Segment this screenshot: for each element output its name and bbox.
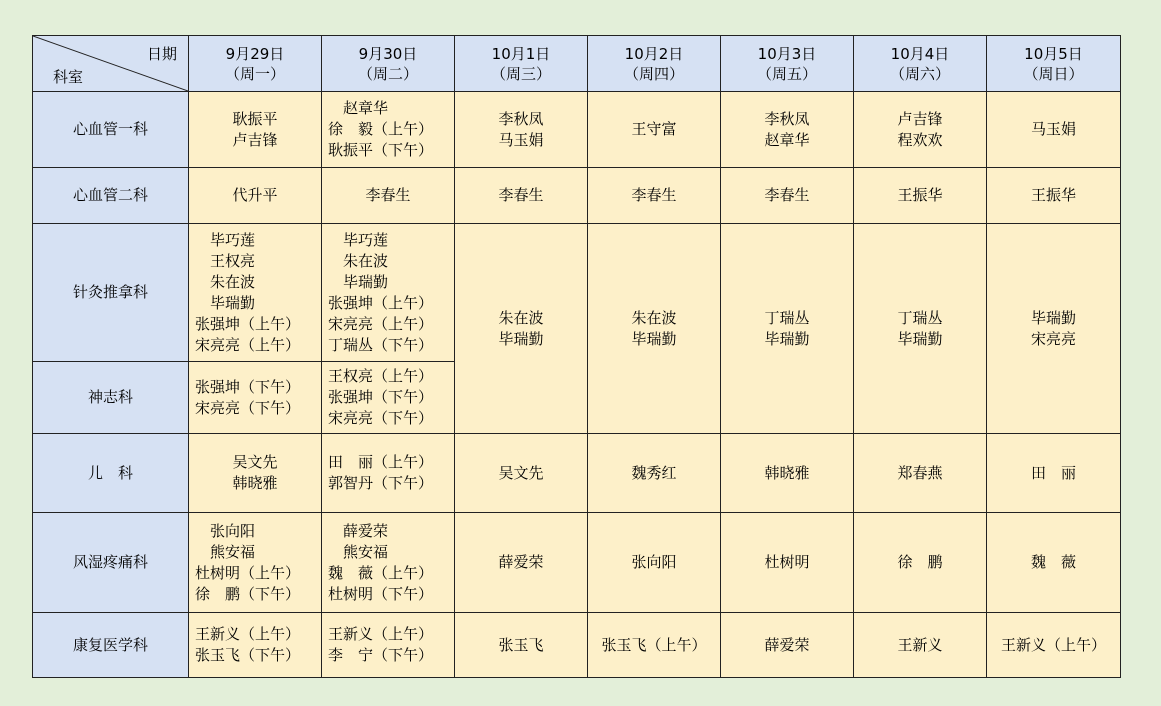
doctor-entry: 丁瑞丛（下午）: [328, 335, 434, 354]
weekday-text: （周日）: [1023, 64, 1084, 83]
schedule-cell: [189, 224, 322, 362]
row-rehab: [33, 613, 1121, 678]
doctor-entry: 李 宁（下午）: [328, 646, 434, 664]
department-name: 康复医学科: [33, 613, 189, 678]
doctor-entry: 张强坤（上午）: [328, 293, 434, 312]
doctor-entry: 张玉飞（下午）: [195, 646, 301, 664]
department-name: 心血管二科: [33, 168, 189, 224]
doctor-entry: 毕瑞勤: [498, 329, 544, 348]
date-axis-label: 日期: [146, 45, 177, 63]
doctor-entry: 韩晓雅: [232, 474, 278, 492]
doctor-entry: 王振华: [1030, 186, 1076, 204]
doctor-entry: 张强坤（上午）: [195, 314, 301, 333]
schedule-cell-merged: [854, 224, 987, 434]
schedule-cell: [588, 513, 721, 613]
doctor-entry: 毕瑞勤: [195, 293, 256, 312]
doctor-entry: 朱在波: [328, 251, 389, 270]
doctor-entry: 薛爱荣: [328, 521, 389, 540]
doctor-entry: 宋亮亮（下午）: [328, 409, 434, 427]
date-header: [588, 36, 721, 92]
doctor-entry: 宋亮亮（上午）: [328, 314, 434, 333]
schedule-cell: [721, 92, 854, 168]
date-text: 10月5日: [1024, 44, 1083, 63]
department-name: 针灸推拿科: [33, 224, 189, 362]
schedule-cell: [189, 434, 322, 513]
doctor-entry: 魏秀红: [631, 463, 677, 482]
date-header: [322, 36, 455, 92]
date-text: 10月1日: [491, 44, 551, 63]
date-header: [455, 36, 588, 92]
doctor-entry: 张向阳: [195, 521, 256, 540]
schedule-cell: [322, 168, 455, 224]
duty-schedule-table: [32, 35, 1121, 678]
department-name: 儿 科: [33, 434, 189, 513]
doctor-entry: 薛爱荣: [498, 553, 544, 571]
doctor-entry: 徐 毅（上午）: [328, 120, 434, 138]
date-header: [854, 36, 987, 92]
doctor-entry: 朱在波: [498, 308, 544, 327]
schedule-cell: [987, 434, 1121, 513]
doctor-entry: 毕瑞勤: [631, 329, 677, 348]
doctor-entry: 王守富: [631, 120, 677, 138]
header-row: [33, 36, 1121, 92]
doctor-entry: 卢吉锋: [897, 109, 943, 128]
schedule-cell: [189, 168, 322, 224]
doctor-entry: 李春生: [365, 186, 411, 204]
schedule-cell: [588, 434, 721, 513]
row-cardio1: [33, 92, 1121, 168]
doctor-entry: 宋亮亮: [1030, 329, 1076, 348]
schedule-cell: [987, 513, 1121, 613]
doctor-entry: 王新义（上午）: [328, 625, 434, 643]
doctor-entry: 田 丽（上午）: [328, 453, 434, 471]
doctor-entry: 李春生: [631, 186, 677, 204]
doctor-entry: 李秋凤: [498, 109, 544, 128]
weekday-text: （周一）: [224, 64, 285, 83]
schedule-cell: [721, 513, 854, 613]
schedule-cell: [721, 168, 854, 224]
doctor-entry: 张玉飞: [498, 635, 544, 654]
doctor-entry: 宋亮亮（上午）: [195, 335, 301, 354]
schedule-cell: [721, 434, 854, 513]
schedule-cell: [721, 613, 854, 678]
row-cardio2: [33, 168, 1121, 224]
doctor-entry: 毕瑞勤: [1030, 308, 1076, 327]
doctor-entry: 徐 鹏（下午）: [195, 584, 301, 603]
schedule-cell-merged: [721, 224, 854, 434]
doctor-entry: 魏 薇（上午）: [328, 563, 434, 582]
schedule-cell: [588, 613, 721, 678]
date-text: 9月30日: [358, 44, 418, 63]
schedule-cell: [588, 92, 721, 168]
date-header: [721, 36, 854, 92]
schedule-cell: [189, 92, 322, 168]
schedule-cell-merged: [588, 224, 721, 434]
doctor-entry: 毕瑞勤: [897, 329, 943, 348]
corner-header-cell: [33, 36, 189, 92]
doctor-entry: 李秋凤: [764, 109, 810, 128]
doctor-entry: 张强坤（下午）: [195, 377, 301, 396]
doctor-entry: 毕巧莲: [328, 230, 389, 249]
doctor-entry: 田 丽: [1030, 463, 1076, 482]
schedule-cell: [854, 92, 987, 168]
doctor-entry: 吴文先: [232, 453, 278, 471]
doctor-entry: 代升平: [232, 186, 278, 204]
doctor-entry: 熊安福: [195, 542, 256, 561]
doctor-entry: 王振华: [897, 186, 943, 204]
date-text: 10月2日: [624, 44, 684, 63]
date-text: 10月3日: [757, 44, 817, 63]
doctor-entry: 耿振平: [232, 109, 278, 128]
doctor-entry: 王新义（上午）: [195, 625, 301, 643]
doctor-entry: 杜树明: [764, 553, 810, 571]
doctor-entry: 马玉娟: [498, 130, 544, 149]
row-rheumatology: [33, 513, 1121, 613]
schedule-cell: [322, 92, 455, 168]
doctor-entry: 张强坤（下午）: [328, 388, 434, 406]
schedule-cell: [455, 168, 588, 224]
schedule-cell: [588, 168, 721, 224]
doctor-entry: 张向阳: [631, 553, 677, 571]
weekday-text: （周五）: [756, 64, 817, 83]
schedule-cell: [854, 168, 987, 224]
doctor-entry: 徐 鹏: [897, 553, 943, 571]
department-name: 神志科: [33, 362, 189, 434]
schedule-cell: [987, 613, 1121, 678]
schedule-cell-merged: [987, 224, 1121, 434]
schedule-cell: [322, 434, 455, 513]
doctor-entry: 赵章华: [328, 99, 389, 117]
doctor-entry: 毕瑞勤: [764, 329, 810, 348]
row-acupuncture: [33, 224, 1121, 362]
weekday-text: （周四）: [623, 64, 684, 83]
doctor-entry: 郑春燕: [897, 463, 943, 482]
schedule-cell: [322, 513, 455, 613]
schedule-cell: [189, 362, 322, 434]
doctor-entry: 卢吉锋: [232, 130, 278, 149]
doctor-entry: 朱在波: [631, 308, 677, 327]
doctor-entry: 王新义: [897, 635, 943, 654]
schedule-cell: [455, 513, 588, 613]
doctor-entry: 薛爱荣: [764, 635, 810, 654]
department-name: 风湿疼痛科: [33, 513, 189, 613]
schedule-cell: [455, 434, 588, 513]
weekday-text: （周六）: [889, 64, 950, 83]
schedule-cell: [322, 224, 455, 362]
doctor-entry: 宋亮亮（下午）: [195, 398, 301, 417]
doctor-entry: 杜树明（上午）: [195, 563, 301, 582]
doctor-entry: 韩晓雅: [764, 463, 810, 482]
schedule-cell: [987, 92, 1121, 168]
date-text: 9月29日: [225, 44, 285, 63]
schedule-cell: [455, 92, 588, 168]
schedule-cell: [854, 613, 987, 678]
doctor-entry: 朱在波: [195, 272, 256, 291]
doctor-entry: 耿振平（下午）: [328, 141, 434, 159]
date-text: 10月4日: [890, 44, 950, 63]
doctor-entry: 毕瑞勤: [328, 272, 389, 291]
schedule-cell: [322, 362, 455, 434]
doctor-entry: 丁瑞丛: [897, 308, 943, 327]
doctor-entry: 李春生: [498, 186, 544, 204]
doctor-entry: 吴文先: [498, 463, 544, 482]
doctor-entry: 魏 薇: [1030, 553, 1076, 571]
department-name: 心血管一科: [33, 92, 189, 168]
schedule-cell: [322, 613, 455, 678]
doctor-entry: 王新义（上午）: [1000, 635, 1106, 654]
department-axis-label: 科室: [53, 68, 84, 86]
doctor-entry: 丁瑞丛: [764, 308, 810, 327]
date-header: [987, 36, 1121, 92]
doctor-entry: 程欢欢: [897, 130, 943, 149]
schedule-cell: [854, 434, 987, 513]
schedule-cell: [455, 613, 588, 678]
schedule-cell: [987, 168, 1121, 224]
schedule-cell-merged: [455, 224, 588, 434]
doctor-entry: 赵章华: [764, 130, 810, 149]
doctor-entry: 毕巧莲: [195, 230, 256, 249]
weekday-text: （周三）: [490, 64, 551, 83]
doctor-entry: 李春生: [764, 186, 810, 204]
weekday-text: （周二）: [357, 64, 418, 83]
doctor-entry: 王权亮: [195, 251, 256, 270]
schedule-cell: [189, 613, 322, 678]
schedule-cell: [189, 513, 322, 613]
doctor-entry: 郭智丹（下午）: [328, 474, 434, 492]
doctor-entry: 王权亮（上午）: [328, 367, 434, 385]
doctor-entry: 杜树明（下午）: [328, 584, 434, 603]
schedule-cell: [854, 513, 987, 613]
doctor-entry: 张玉飞（上午）: [601, 635, 707, 654]
date-header: [189, 36, 322, 92]
row-pediatrics: [33, 434, 1121, 513]
doctor-entry: 熊安福: [328, 542, 389, 561]
doctor-entry: 马玉娟: [1030, 120, 1076, 138]
